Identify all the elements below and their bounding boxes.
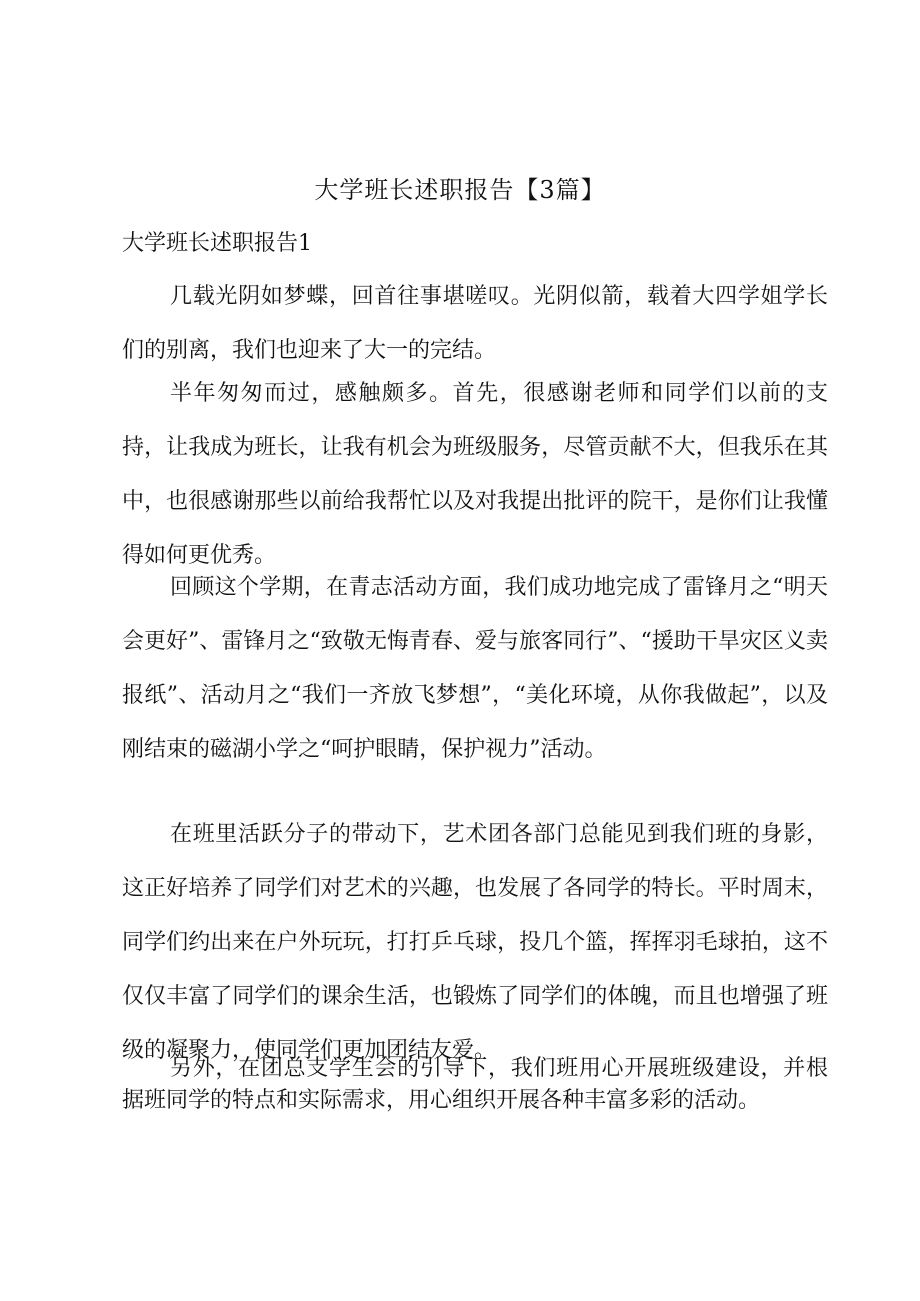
paragraph: 另外，在团总支学生会的引导下，我们班用心开展班级建设，并根据班同学的特点和实际需求，用心组织开展各种丰富多彩的活动。 — [122, 1056, 828, 1113]
section-heading: 大学班长述职报告1 — [122, 231, 312, 256]
paragraph: 在班里活跃分子的带动下，艺术团各部门总能见到我们班的身影，这正好培养了同学们对艺术的兴趣，也发展了各同学的特长。平时周末，同学们约出来在户外玩玩，打打乒乓球，投几个篮，挥挥羽毛球拍，这不仅仅丰富了同学们的课余生活，也锻炼了同学们的体魄，而且也增强了班级的凝聚力，使同学们更加团结友爱。 — [122, 822, 828, 1063]
paragraph: 半年匆匆而过，感触颇多。首先，很感谢老师和同学们以前的支持，让我成为班长，让我有机会为班级服务，尽管贡献不大，但我乐在其中，也很感谢那些以前给我帮忙以及对我提出批评的院干，是你们让我懂得如何更优秀。 — [122, 381, 828, 568]
document-title: 大学班长述职报告【3篇】 — [314, 176, 606, 204]
paragraph: 回顾这个学期，在青志活动方面，我们成功地完成了雷锋月之“明天会更好”、雷锋月之“致敬无悔青春、爱与旅客同行”、“援助干旱灾区义卖报纸”、活动月之“我们一齐放飞梦想”，“美化环境，从你我做起”，以及刚结束的磁湖小学之“呵护眼睛，保护视力”活动。 — [122, 575, 828, 762]
paragraph: 几载光阴如梦蝶，回首往事堪嗟叹。光阴似箭，载着大四学姐学长们的别离，我们也迎来了大一的完结。 — [122, 284, 828, 363]
